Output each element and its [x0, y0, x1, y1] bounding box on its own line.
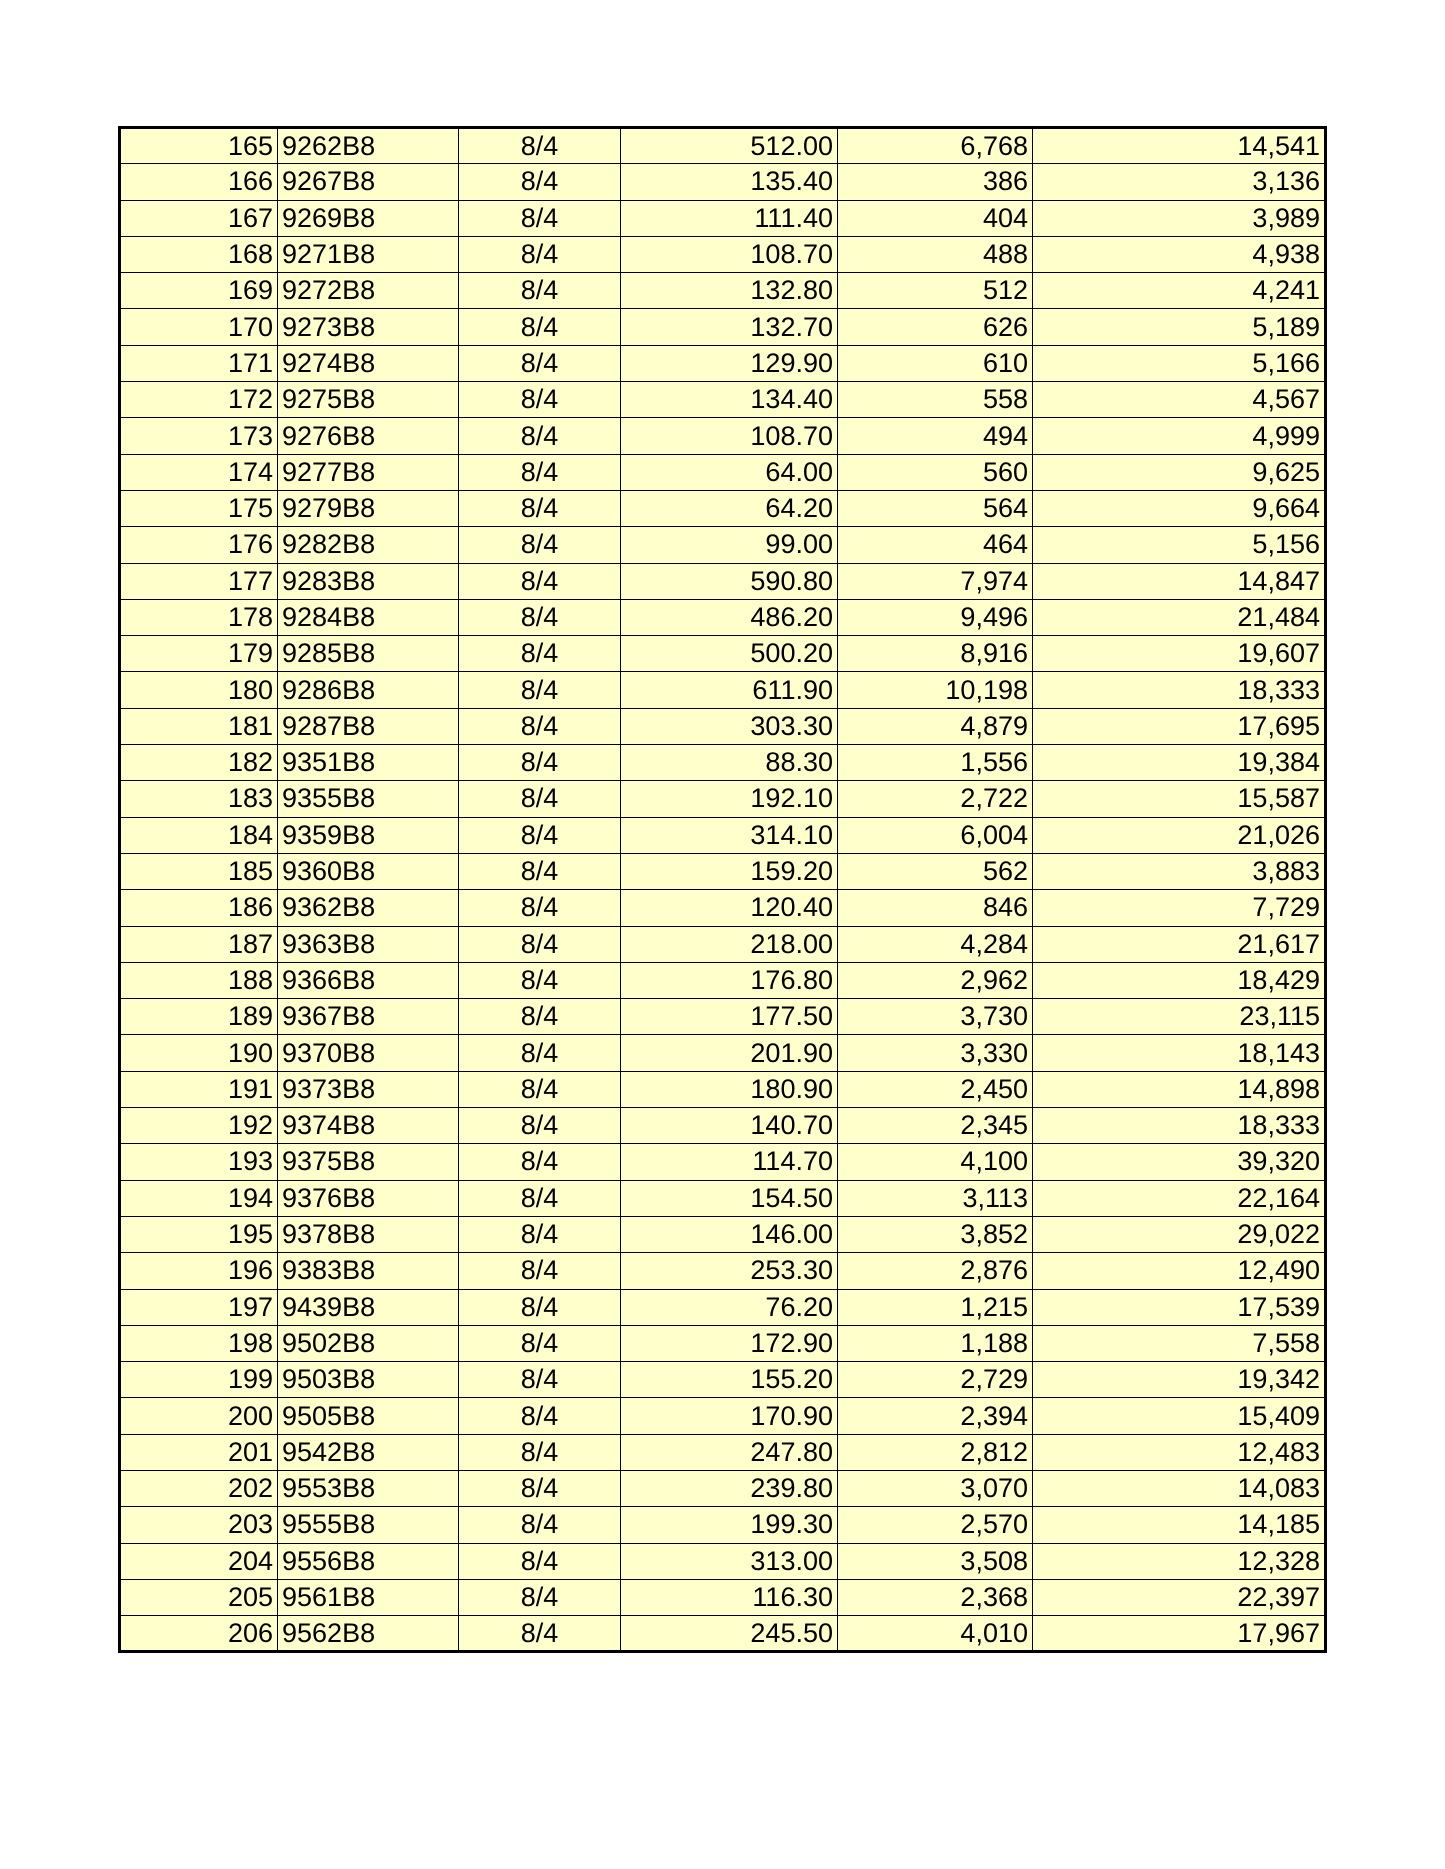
size-cell: 8/4: [459, 1325, 621, 1361]
value-cell: 17,695: [1033, 708, 1326, 744]
quantity-cell: 177.50: [621, 999, 838, 1035]
item-code-cell: 9272B8: [278, 273, 459, 309]
quantity-cell: 120.40: [621, 890, 838, 926]
item-code-cell: 9375B8: [278, 1144, 459, 1180]
table-row: [120, 236, 1326, 272]
size-cell: 8/4: [459, 1071, 621, 1107]
quantity-cell: 199.30: [621, 1507, 838, 1543]
row-number-cell: 190: [120, 1035, 278, 1071]
size-cell: 8/4: [459, 236, 621, 272]
value-cell: 14,847: [1033, 563, 1326, 599]
table-row: [120, 164, 1326, 200]
table-row: [120, 745, 1326, 781]
row-number-cell: 188: [120, 962, 278, 998]
table-row: [120, 1289, 1326, 1325]
amount-cell: 7,974: [838, 563, 1033, 599]
value-cell: 5,156: [1033, 527, 1326, 563]
size-cell: 8/4: [459, 1434, 621, 1470]
value-cell: 18,429: [1033, 962, 1326, 998]
quantity-cell: 245.50: [621, 1616, 838, 1652]
size-cell: 8/4: [459, 1144, 621, 1180]
size-cell: 8/4: [459, 273, 621, 309]
item-code-cell: 9376B8: [278, 1180, 459, 1216]
amount-cell: 3,508: [838, 1543, 1033, 1579]
size-cell: 8/4: [459, 890, 621, 926]
table-row: [120, 708, 1326, 744]
item-code-cell: 9262B8: [278, 128, 459, 164]
quantity-cell: 611.90: [621, 672, 838, 708]
quantity-cell: 172.90: [621, 1325, 838, 1361]
amount-cell: 626: [838, 309, 1033, 345]
table-row: [120, 817, 1326, 853]
amount-cell: 3,070: [838, 1470, 1033, 1506]
quantity-cell: 64.20: [621, 490, 838, 526]
row-number-cell: 186: [120, 890, 278, 926]
row-number-cell: 181: [120, 708, 278, 744]
item-code-cell: 9503B8: [278, 1362, 459, 1398]
amount-cell: 3,730: [838, 999, 1033, 1035]
item-code-cell: 9283B8: [278, 563, 459, 599]
quantity-cell: 132.80: [621, 273, 838, 309]
item-code-cell: 9370B8: [278, 1035, 459, 1071]
row-number-cell: 167: [120, 200, 278, 236]
item-code-cell: 9284B8: [278, 599, 459, 635]
value-cell: 23,115: [1033, 999, 1326, 1035]
row-number-cell: 171: [120, 345, 278, 381]
value-cell: 17,967: [1033, 1616, 1326, 1652]
row-number-cell: 195: [120, 1216, 278, 1252]
size-cell: 8/4: [459, 164, 621, 200]
item-code-cell: 9363B8: [278, 926, 459, 962]
table-row: [120, 1253, 1326, 1289]
table-row: [120, 345, 1326, 381]
item-code-cell: 9274B8: [278, 345, 459, 381]
table-row: [120, 1470, 1326, 1506]
item-code-cell: 9383B8: [278, 1253, 459, 1289]
value-cell: 19,342: [1033, 1362, 1326, 1398]
row-number-cell: 189: [120, 999, 278, 1035]
size-cell: 8/4: [459, 999, 621, 1035]
row-number-cell: 183: [120, 781, 278, 817]
amount-cell: 2,368: [838, 1579, 1033, 1615]
amount-cell: 564: [838, 490, 1033, 526]
size-cell: 8/4: [459, 1616, 621, 1652]
row-number-cell: 182: [120, 745, 278, 781]
size-cell: 8/4: [459, 745, 621, 781]
item-code-cell: 9273B8: [278, 309, 459, 345]
quantity-cell: 192.10: [621, 781, 838, 817]
row-number-cell: 193: [120, 1144, 278, 1180]
quantity-cell: 313.00: [621, 1543, 838, 1579]
size-cell: 8/4: [459, 309, 621, 345]
amount-cell: 4,100: [838, 1144, 1033, 1180]
amount-cell: 2,722: [838, 781, 1033, 817]
value-cell: 39,320: [1033, 1144, 1326, 1180]
size-cell: 8/4: [459, 454, 621, 490]
quantity-cell: 108.70: [621, 418, 838, 454]
row-number-cell: 192: [120, 1108, 278, 1144]
value-cell: 4,567: [1033, 382, 1326, 418]
row-number-cell: 204: [120, 1543, 278, 1579]
row-number-cell: 197: [120, 1289, 278, 1325]
item-code-cell: 9555B8: [278, 1507, 459, 1543]
table-row: [120, 1507, 1326, 1543]
value-cell: 4,999: [1033, 418, 1326, 454]
amount-cell: 4,879: [838, 708, 1033, 744]
item-code-cell: 9374B8: [278, 1108, 459, 1144]
size-cell: 8/4: [459, 1289, 621, 1325]
item-code-cell: 9366B8: [278, 962, 459, 998]
row-number-cell: 180: [120, 672, 278, 708]
amount-cell: 2,570: [838, 1507, 1033, 1543]
item-code-cell: 9285B8: [278, 636, 459, 672]
amount-cell: 2,729: [838, 1362, 1033, 1398]
row-number-cell: 203: [120, 1507, 278, 1543]
size-cell: 8/4: [459, 527, 621, 563]
value-cell: 9,625: [1033, 454, 1326, 490]
row-number-cell: 202: [120, 1470, 278, 1506]
amount-cell: 610: [838, 345, 1033, 381]
value-cell: 21,026: [1033, 817, 1326, 853]
quantity-cell: 140.70: [621, 1108, 838, 1144]
size-cell: 8/4: [459, 636, 621, 672]
table-row: [120, 527, 1326, 563]
item-code-cell: 9355B8: [278, 781, 459, 817]
size-cell: 8/4: [459, 708, 621, 744]
value-cell: 21,617: [1033, 926, 1326, 962]
table-row: [120, 781, 1326, 817]
item-code-cell: 9286B8: [278, 672, 459, 708]
data-table: [118, 126, 1327, 1653]
amount-cell: 3,852: [838, 1216, 1033, 1252]
quantity-cell: 108.70: [621, 236, 838, 272]
size-cell: 8/4: [459, 817, 621, 853]
amount-cell: 386: [838, 164, 1033, 200]
item-code-cell: 9362B8: [278, 890, 459, 926]
table-row: [120, 962, 1326, 998]
row-number-cell: 200: [120, 1398, 278, 1434]
row-number-cell: 173: [120, 418, 278, 454]
size-cell: 8/4: [459, 490, 621, 526]
value-cell: 4,938: [1033, 236, 1326, 272]
value-cell: 3,136: [1033, 164, 1326, 200]
amount-cell: 2,394: [838, 1398, 1033, 1434]
table-row: [120, 1362, 1326, 1398]
item-code-cell: 9275B8: [278, 382, 459, 418]
size-cell: 8/4: [459, 1216, 621, 1252]
table-row: [120, 890, 1326, 926]
table-row: [120, 490, 1326, 526]
quantity-cell: 500.20: [621, 636, 838, 672]
value-cell: 18,333: [1033, 672, 1326, 708]
row-number-cell: 172: [120, 382, 278, 418]
value-cell: 19,384: [1033, 745, 1326, 781]
item-code-cell: 9553B8: [278, 1470, 459, 1506]
size-cell: 8/4: [459, 345, 621, 381]
size-cell: 8/4: [459, 1180, 621, 1216]
table-row: [120, 418, 1326, 454]
row-number-cell: 206: [120, 1616, 278, 1652]
amount-cell: 464: [838, 527, 1033, 563]
amount-cell: 560: [838, 454, 1033, 490]
table-row: [120, 1071, 1326, 1107]
quantity-cell: 247.80: [621, 1434, 838, 1470]
amount-cell: 1,215: [838, 1289, 1033, 1325]
amount-cell: 4,010: [838, 1616, 1033, 1652]
amount-cell: 6,004: [838, 817, 1033, 853]
row-number-cell: 199: [120, 1362, 278, 1398]
table-row: [120, 454, 1326, 490]
item-code-cell: 9279B8: [278, 490, 459, 526]
row-number-cell: 174: [120, 454, 278, 490]
table-row: [120, 563, 1326, 599]
value-cell: 15,409: [1033, 1398, 1326, 1434]
quantity-cell: 512.00: [621, 128, 838, 164]
size-cell: 8/4: [459, 1108, 621, 1144]
table-row: [120, 599, 1326, 635]
item-code-cell: 9269B8: [278, 200, 459, 236]
quantity-cell: 76.20: [621, 1289, 838, 1325]
value-cell: 3,883: [1033, 853, 1326, 889]
size-cell: 8/4: [459, 1507, 621, 1543]
row-number-cell: 178: [120, 599, 278, 635]
size-cell: 8/4: [459, 1253, 621, 1289]
table-row: [120, 1579, 1326, 1615]
row-number-cell: 201: [120, 1434, 278, 1470]
quantity-cell: 146.00: [621, 1216, 838, 1252]
size-cell: 8/4: [459, 563, 621, 599]
item-code-cell: 9271B8: [278, 236, 459, 272]
item-code-cell: 9282B8: [278, 527, 459, 563]
quantity-cell: 134.40: [621, 382, 838, 418]
item-code-cell: 9505B8: [278, 1398, 459, 1434]
value-cell: 15,587: [1033, 781, 1326, 817]
table-row: [120, 382, 1326, 418]
table-row: [120, 1216, 1326, 1252]
value-cell: 5,166: [1033, 345, 1326, 381]
size-cell: 8/4: [459, 853, 621, 889]
quantity-cell: 99.00: [621, 527, 838, 563]
value-cell: 18,143: [1033, 1035, 1326, 1071]
row-number-cell: 187: [120, 926, 278, 962]
value-cell: 18,333: [1033, 1108, 1326, 1144]
value-cell: 14,083: [1033, 1470, 1326, 1506]
amount-cell: 494: [838, 418, 1033, 454]
quantity-cell: 159.20: [621, 853, 838, 889]
table-row: [120, 1398, 1326, 1434]
value-cell: 14,541: [1033, 128, 1326, 164]
item-code-cell: 9373B8: [278, 1071, 459, 1107]
table-row: [120, 926, 1326, 962]
value-cell: 7,558: [1033, 1325, 1326, 1361]
amount-cell: 3,113: [838, 1180, 1033, 1216]
value-cell: 12,483: [1033, 1434, 1326, 1470]
quantity-cell: 135.40: [621, 164, 838, 200]
value-cell: 4,241: [1033, 273, 1326, 309]
quantity-cell: 180.90: [621, 1071, 838, 1107]
item-code-cell: 9562B8: [278, 1616, 459, 1652]
amount-cell: 404: [838, 200, 1033, 236]
table-row: [120, 672, 1326, 708]
row-number-cell: 194: [120, 1180, 278, 1216]
row-number-cell: 191: [120, 1071, 278, 1107]
amount-cell: 1,556: [838, 745, 1033, 781]
size-cell: 8/4: [459, 599, 621, 635]
size-cell: 8/4: [459, 962, 621, 998]
amount-cell: 3,330: [838, 1035, 1033, 1071]
table-row: [120, 309, 1326, 345]
row-number-cell: 198: [120, 1325, 278, 1361]
quantity-cell: 239.80: [621, 1470, 838, 1506]
amount-cell: 2,962: [838, 962, 1033, 998]
amount-cell: 2,345: [838, 1108, 1033, 1144]
size-cell: 8/4: [459, 1579, 621, 1615]
quantity-cell: 129.90: [621, 345, 838, 381]
row-number-cell: 165: [120, 128, 278, 164]
quantity-cell: 116.30: [621, 1579, 838, 1615]
table-row: [120, 200, 1326, 236]
amount-cell: 8,916: [838, 636, 1033, 672]
size-cell: 8/4: [459, 418, 621, 454]
amount-cell: 4,284: [838, 926, 1033, 962]
quantity-cell: 201.90: [621, 1035, 838, 1071]
item-code-cell: 9360B8: [278, 853, 459, 889]
row-number-cell: 169: [120, 273, 278, 309]
amount-cell: 1,188: [838, 1325, 1033, 1361]
item-code-cell: 9287B8: [278, 708, 459, 744]
amount-cell: 2,876: [838, 1253, 1033, 1289]
value-cell: 22,164: [1033, 1180, 1326, 1216]
item-code-cell: 9378B8: [278, 1216, 459, 1252]
table-row: [120, 999, 1326, 1035]
quantity-cell: 590.80: [621, 563, 838, 599]
value-cell: 3,989: [1033, 200, 1326, 236]
amount-cell: 9,496: [838, 599, 1033, 635]
value-cell: 12,490: [1033, 1253, 1326, 1289]
quantity-cell: 303.30: [621, 708, 838, 744]
amount-cell: 6,768: [838, 128, 1033, 164]
item-code-cell: 9542B8: [278, 1434, 459, 1470]
size-cell: 8/4: [459, 1035, 621, 1071]
value-cell: 22,397: [1033, 1579, 1326, 1615]
item-code-cell: 9367B8: [278, 999, 459, 1035]
value-cell: 7,729: [1033, 890, 1326, 926]
size-cell: 8/4: [459, 1543, 621, 1579]
amount-cell: 488: [838, 236, 1033, 272]
value-cell: 19,607: [1033, 636, 1326, 672]
row-number-cell: 166: [120, 164, 278, 200]
item-code-cell: 9276B8: [278, 418, 459, 454]
size-cell: 8/4: [459, 128, 621, 164]
row-number-cell: 205: [120, 1579, 278, 1615]
table-row: [120, 1108, 1326, 1144]
table-row: [120, 273, 1326, 309]
amount-cell: 558: [838, 382, 1033, 418]
value-cell: 5,189: [1033, 309, 1326, 345]
size-cell: 8/4: [459, 781, 621, 817]
quantity-cell: 253.30: [621, 1253, 838, 1289]
size-cell: 8/4: [459, 926, 621, 962]
table-row: [120, 1180, 1326, 1216]
quantity-cell: 88.30: [621, 745, 838, 781]
item-code-cell: 9359B8: [278, 817, 459, 853]
quantity-cell: 170.90: [621, 1398, 838, 1434]
size-cell: 8/4: [459, 1362, 621, 1398]
item-code-cell: 9267B8: [278, 164, 459, 200]
amount-cell: 512: [838, 273, 1033, 309]
quantity-cell: 486.20: [621, 599, 838, 635]
quantity-cell: 111.40: [621, 200, 838, 236]
row-number-cell: 168: [120, 236, 278, 272]
table-row: [120, 1144, 1326, 1180]
quantity-cell: 64.00: [621, 454, 838, 490]
row-number-cell: 176: [120, 527, 278, 563]
quantity-cell: 155.20: [621, 1362, 838, 1398]
row-number-cell: 177: [120, 563, 278, 599]
value-cell: 29,022: [1033, 1216, 1326, 1252]
table-row: [120, 1616, 1326, 1652]
table-row: [120, 636, 1326, 672]
value-cell: 17,539: [1033, 1289, 1326, 1325]
item-code-cell: 9556B8: [278, 1543, 459, 1579]
quantity-cell: 114.70: [621, 1144, 838, 1180]
size-cell: 8/4: [459, 1398, 621, 1434]
amount-cell: 2,812: [838, 1434, 1033, 1470]
value-cell: 14,898: [1033, 1071, 1326, 1107]
row-number-cell: 170: [120, 309, 278, 345]
quantity-cell: 218.00: [621, 926, 838, 962]
value-cell: 12,328: [1033, 1543, 1326, 1579]
row-number-cell: 184: [120, 817, 278, 853]
value-cell: 9,664: [1033, 490, 1326, 526]
row-number-cell: 185: [120, 853, 278, 889]
table-row: [120, 853, 1326, 889]
quantity-cell: 132.70: [621, 309, 838, 345]
value-cell: 21,484: [1033, 599, 1326, 635]
value-cell: 14,185: [1033, 1507, 1326, 1543]
item-code-cell: 9351B8: [278, 745, 459, 781]
amount-cell: 562: [838, 853, 1033, 889]
quantity-cell: 314.10: [621, 817, 838, 853]
amount-cell: 846: [838, 890, 1033, 926]
table-row: [120, 1325, 1326, 1361]
amount-cell: 2,450: [838, 1071, 1033, 1107]
item-code-cell: 9277B8: [278, 454, 459, 490]
item-code-cell: 9502B8: [278, 1325, 459, 1361]
size-cell: 8/4: [459, 200, 621, 236]
size-cell: 8/4: [459, 382, 621, 418]
table-row: [120, 128, 1326, 164]
amount-cell: 10,198: [838, 672, 1033, 708]
row-number-cell: 179: [120, 636, 278, 672]
table-row: [120, 1543, 1326, 1579]
size-cell: 8/4: [459, 672, 621, 708]
quantity-cell: 176.80: [621, 962, 838, 998]
item-code-cell: 9439B8: [278, 1289, 459, 1325]
item-code-cell: 9561B8: [278, 1579, 459, 1615]
row-number-cell: 196: [120, 1253, 278, 1289]
row-number-cell: 175: [120, 490, 278, 526]
table-row: [120, 1434, 1326, 1470]
quantity-cell: 154.50: [621, 1180, 838, 1216]
table-body: [120, 128, 1326, 1652]
table-row: [120, 1035, 1326, 1071]
size-cell: 8/4: [459, 1470, 621, 1506]
